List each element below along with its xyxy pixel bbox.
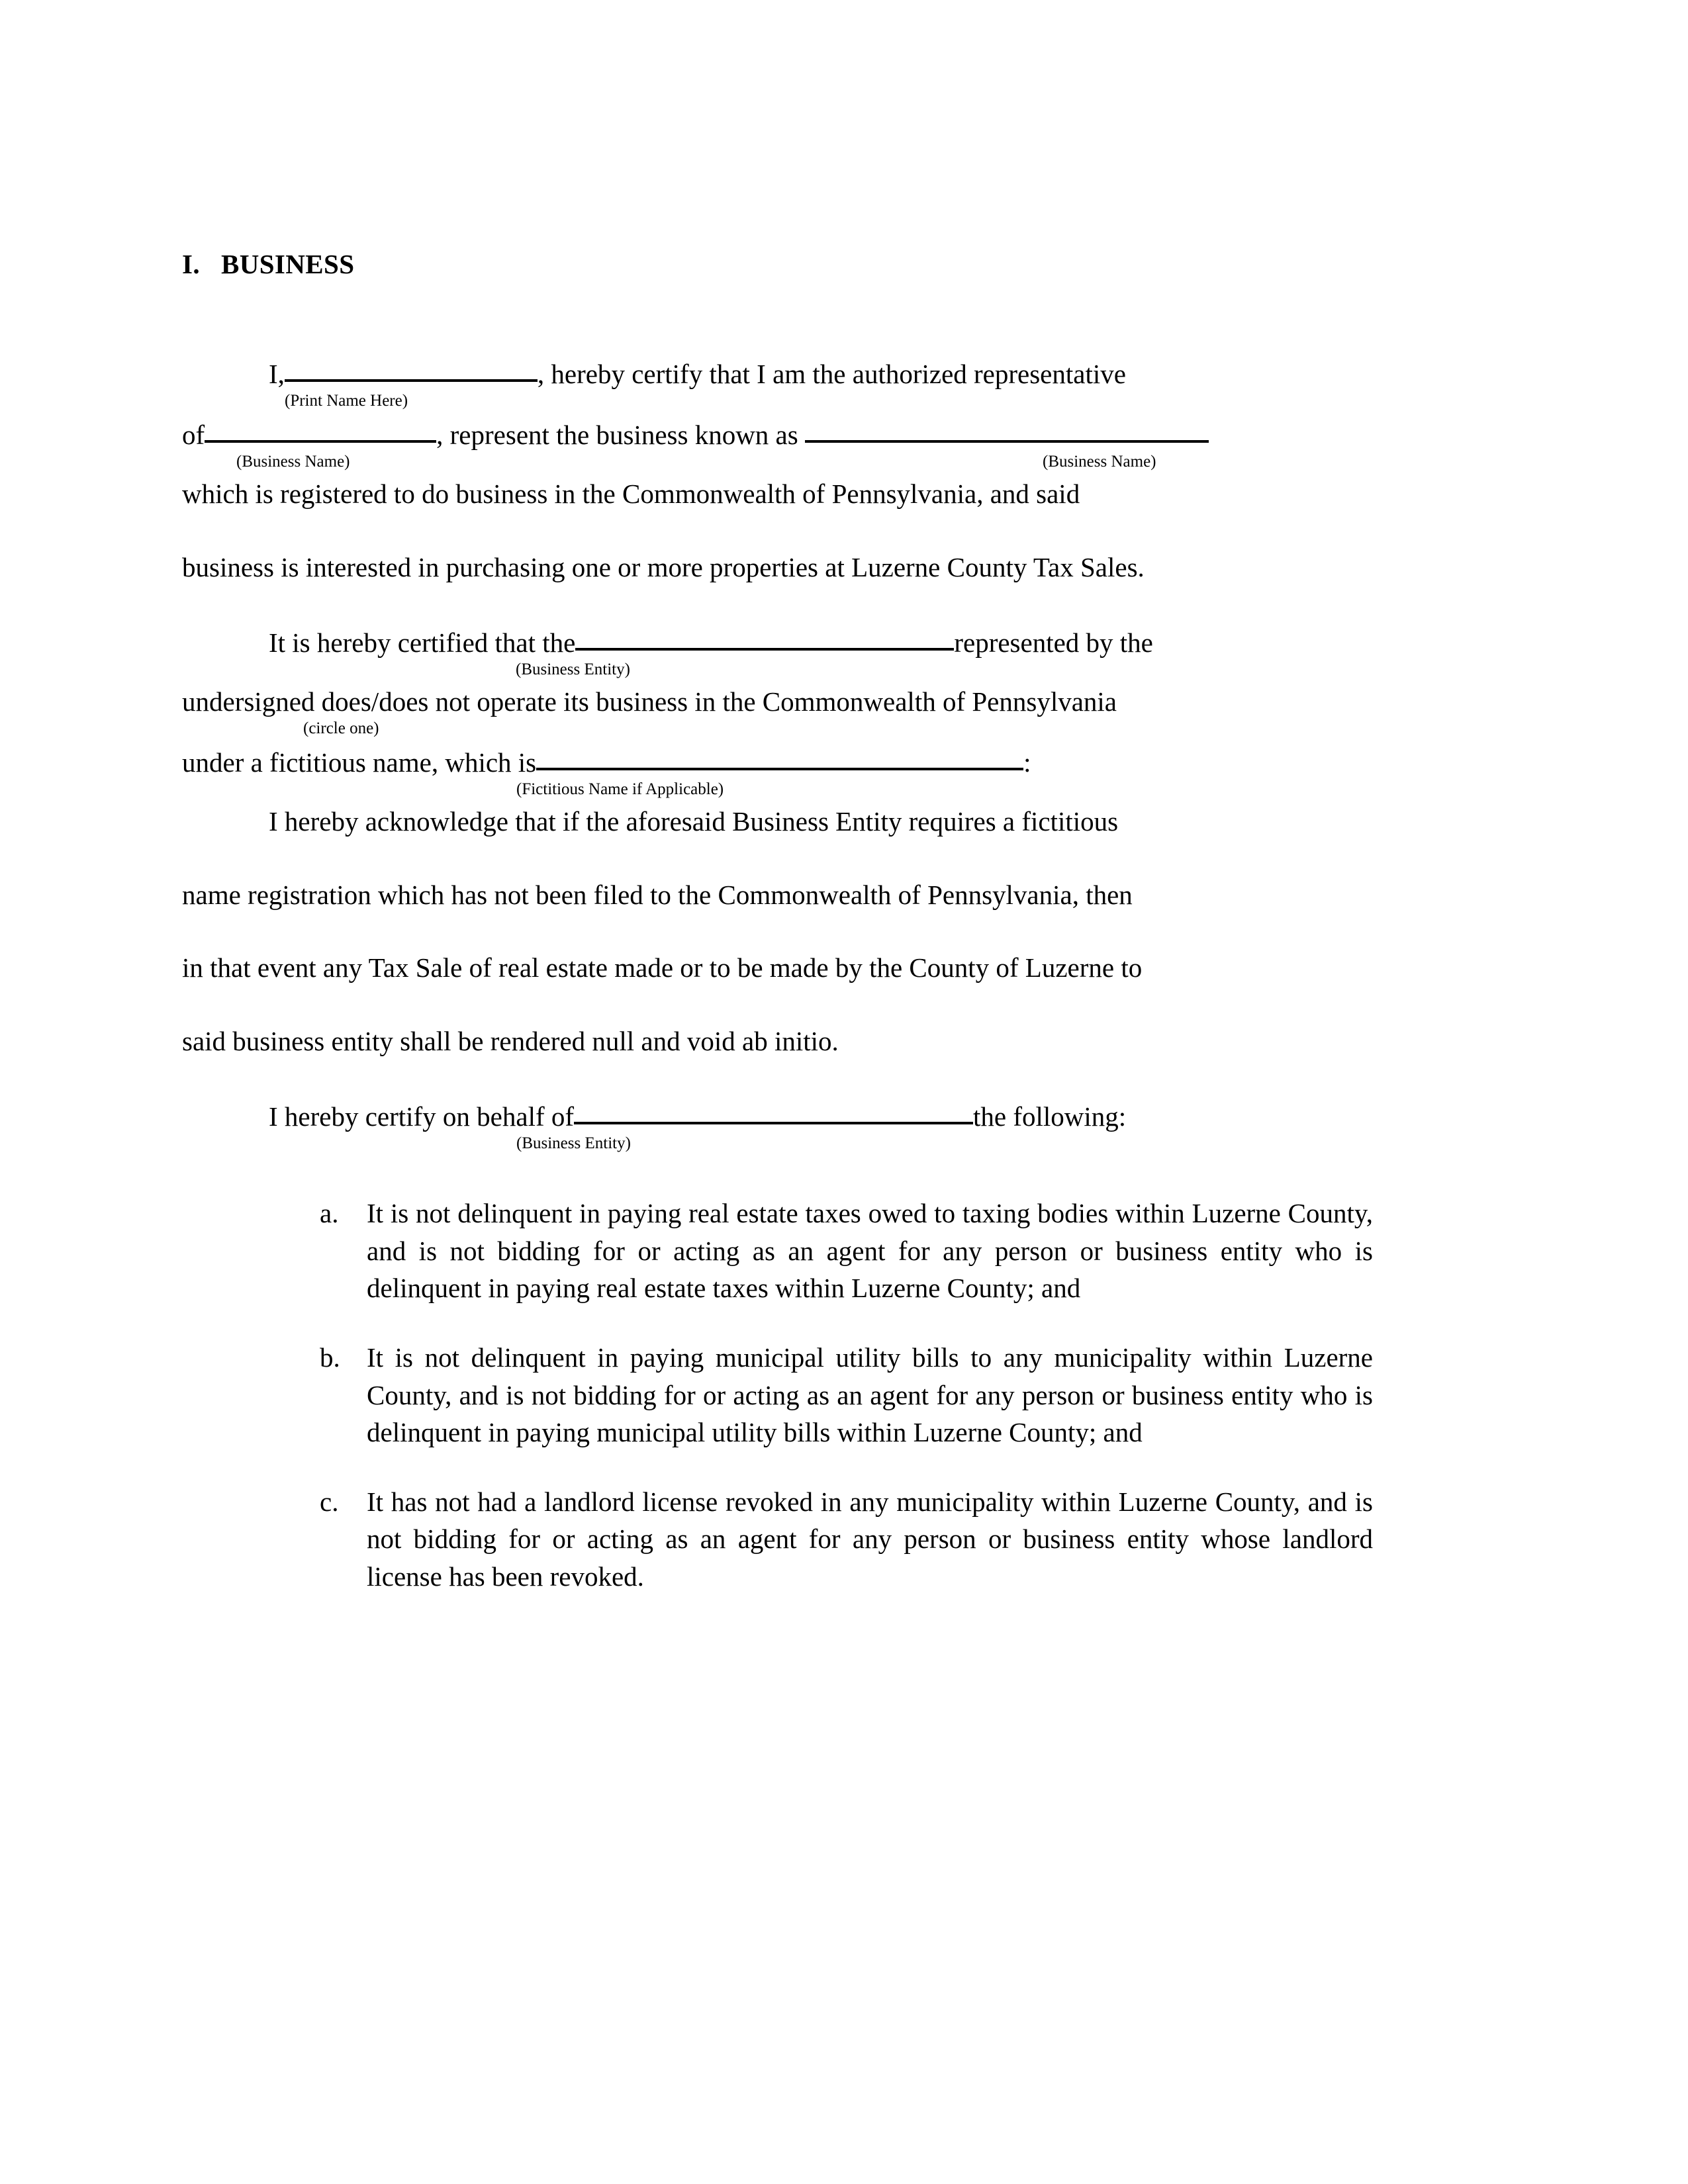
print-name-blank[interactable]	[285, 354, 538, 382]
fictitious-name-blank[interactable]	[536, 743, 1023, 770]
paragraph1-line2-pre: of	[182, 419, 205, 450]
spacer	[182, 512, 1450, 549]
paragraph2-line2: undersigned does/does not operate its business in the Commonwealth of Pennsylvania	[182, 686, 1117, 717]
paragraph2-line1	[182, 623, 1450, 661]
paragraph3-line3: in that event any Tax Sale of real estate made or to be made by the County of Luzerne to	[182, 952, 1143, 983]
paragraph1-line4: business is interested in purchasing one or more properties at Luzerne County Tax Sales.	[182, 551, 1145, 582]
paragraph3-line2: name registration which has not been filed to the Commonwealth of Pennsylvania, then	[182, 879, 1133, 910]
list-item	[320, 1195, 1373, 1307]
paragraph1-line2-mid: , represent the business known as	[436, 419, 798, 450]
list-marker: b.	[320, 1342, 340, 1373]
spacer	[182, 840, 1450, 877]
spacer	[182, 913, 1450, 950]
caption-print-name: (Print Name Here)	[285, 391, 408, 410]
paragraph3-line1-text: I hereby acknowledge that if the aforesaid Business Entity requires a fictitious	[269, 805, 1119, 837]
caption-business-name-2: (Business Name)	[1043, 452, 1156, 471]
business-entity-blank-1[interactable]	[575, 623, 954, 651]
business-name-blank-2[interactable]	[805, 415, 1209, 443]
document-content	[182, 248, 1450, 1595]
business-entity-blank-2[interactable]	[574, 1097, 973, 1124]
paragraph2-line1-post: represented by the	[954, 627, 1153, 658]
certifications-list	[182, 1195, 1450, 1595]
paragraph1-line2	[182, 415, 1450, 453]
spacer	[182, 280, 1450, 317]
paragraph2-line3	[182, 743, 1450, 781]
paragraph3-line4: said business entity shall be rendered null and void ab initio.	[182, 1026, 839, 1057]
caption-row-fictitious-name	[182, 781, 1450, 803]
paragraph2-line3-pre: under a fictitious name, which is	[182, 747, 537, 778]
caption-circle-one: (circle one)	[303, 719, 379, 737]
paragraph4-line1	[182, 1097, 1450, 1135]
paragraph1-line1	[182, 354, 1450, 392]
caption-row-business-entity-2	[182, 1135, 1450, 1158]
paragraph2-line1-pre: It is hereby certified that the	[269, 627, 576, 658]
spacer	[182, 1158, 1450, 1195]
paragraph4-line1-post: the following:	[973, 1101, 1127, 1132]
list-marker: a.	[320, 1198, 339, 1229]
paragraph1-line1-pre: I,	[269, 359, 285, 389]
caption-business-entity-1: (Business Entity)	[516, 660, 630, 678]
caption-business-name-1: (Business Name)	[236, 452, 350, 471]
caption-row-print-name	[182, 392, 1450, 415]
caption-fictitious-name: (Fictitious Name if Applicable)	[516, 780, 724, 798]
caption-row-circle-one	[182, 720, 1450, 743]
spacer	[182, 1060, 1450, 1097]
list-item	[320, 1483, 1373, 1596]
list-item-text: It has not had a landlord license revoked in any municipality within Luzerne County, and is not bidding for or acting as an agent for any person or business entity whose landlord license has been revoked.	[367, 1486, 1373, 1592]
list-marker: c.	[320, 1486, 339, 1517]
list-item-text: It is not delinquent in paying municipal utility bills to any municipality within Luzerne County, and is not bidding for or acting as an agent for any person or business entity who is delinquent in paying municipal utility bills within Luzerne County; and	[367, 1342, 1373, 1448]
section-heading: I. BUSINESS	[182, 249, 355, 279]
spacer	[182, 986, 1450, 1023]
paragraph1-line3: which is registered to do business in the Commonwealth of Pennsylvania, and said	[182, 478, 1080, 509]
paragraph1-line1-post: , hereby certify that I am the authorized representative	[537, 359, 1126, 389]
paragraph3-line1	[182, 803, 1450, 840]
caption-business-entity-2: (Business Entity)	[516, 1134, 631, 1153]
spacer	[182, 586, 1450, 623]
paragraph2-line3-post: :	[1023, 747, 1031, 778]
caption-row-business-entity-1	[182, 661, 1450, 684]
business-name-blank-1[interactable]	[205, 415, 436, 443]
paragraph4-line1-pre: I hereby certify on behalf of	[269, 1101, 575, 1132]
caption-row-business-names	[182, 453, 1450, 476]
list-item-text: It is not delinquent in paying real estate taxes owed to taxing bodies within Luzerne County, and is not bidding for or acting as an agent for any person or business entity who is delinquent in paying real estate taxes within Luzerne County; and	[367, 1198, 1373, 1304]
spacer	[182, 317, 1450, 354]
list-item	[320, 1339, 1373, 1451]
